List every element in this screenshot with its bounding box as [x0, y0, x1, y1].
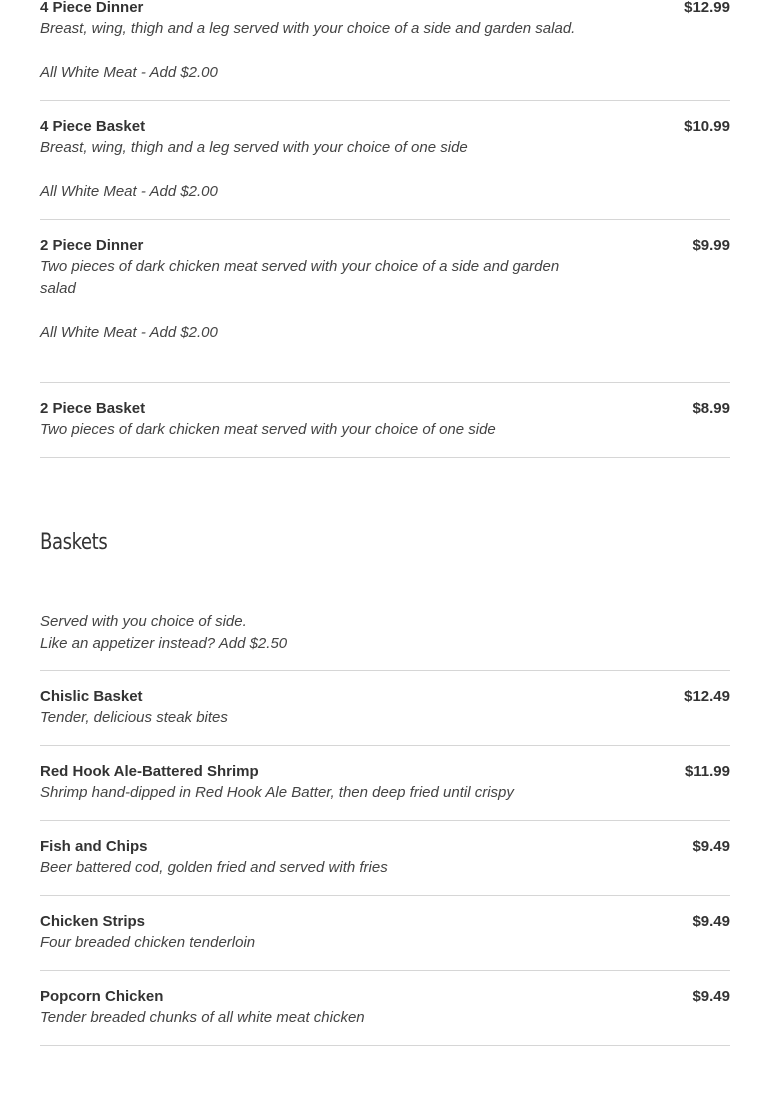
item-description: Four breaded chicken tenderloin	[40, 934, 256, 951]
item-name: Chislic Basket	[40, 688, 143, 705]
item-description: Shrimp hand-dipped in Red Hook Ale Batter, then deep fried until crispy	[40, 784, 514, 801]
menu-item-popcorn-chicken	[40, 981, 730, 1046]
item-price: $9.49	[692, 913, 730, 930]
item-price: $12.99	[684, 0, 730, 16]
item-price: $9.49	[692, 988, 730, 1005]
section-title-baskets: Baskets	[40, 530, 108, 555]
item-name: 4 Piece Dinner	[40, 0, 144, 16]
menu-item-4-piece-dinner	[40, 0, 730, 101]
item-price: $9.49	[692, 838, 730, 855]
item-name: Popcorn Chicken	[40, 988, 164, 1005]
item-extra: All White Meat - Add $2.00	[40, 324, 218, 341]
menu-item-2-piece-dinner	[40, 230, 730, 383]
item-extra: All White Meat - Add $2.00	[40, 64, 218, 81]
menu-item-chislic-basket	[40, 681, 730, 746]
item-description: Beer battered cod, golden fried and served with fries	[40, 859, 388, 876]
section-note	[40, 611, 730, 671]
menu-item-chicken-strips	[40, 906, 730, 971]
item-description: Two pieces of dark chicken meat served with your choice of one side	[40, 421, 496, 438]
item-name: 2 Piece Dinner	[40, 237, 144, 254]
item-description: Breast, wing, thigh and a leg served with your choice of one side	[40, 139, 468, 156]
item-description: Tender, delicious steak bites	[40, 709, 228, 726]
item-description: Two pieces of dark chicken meat served with your choice of a side and garden salad	[40, 258, 560, 297]
item-extra: All White Meat - Add $2.00	[40, 183, 218, 200]
item-name: Chicken Strips	[40, 913, 146, 930]
item-description: Tender breaded chunks of all white meat chicken	[40, 1009, 365, 1026]
item-price: $11.99	[684, 763, 730, 780]
item-description: Breast, wing, thigh and a leg served with your choice of a side and garden salad.	[40, 20, 576, 37]
section-note-line: Like an appetizer instead? Add $2.50	[40, 635, 288, 652]
item-price: $12.49	[684, 688, 730, 705]
menu-item-fish-and-chips	[40, 831, 730, 896]
item-name: 2 Piece Basket	[40, 400, 146, 417]
item-price: $9.99	[692, 237, 730, 254]
menu-item-4-piece-basket	[40, 111, 730, 220]
menu-item-2-piece-basket	[40, 393, 730, 458]
section-note-line: Served with you choice of side.	[40, 613, 247, 630]
menu-item-red-hook-shrimp	[40, 756, 730, 821]
item-name: Fish and Chips	[40, 838, 148, 855]
item-price: $8.99	[692, 400, 730, 417]
item-price: $10.99	[684, 118, 730, 135]
item-name: Red Hook Ale-Battered Shrimp	[40, 763, 259, 780]
item-name: 4 Piece Basket	[40, 118, 146, 135]
